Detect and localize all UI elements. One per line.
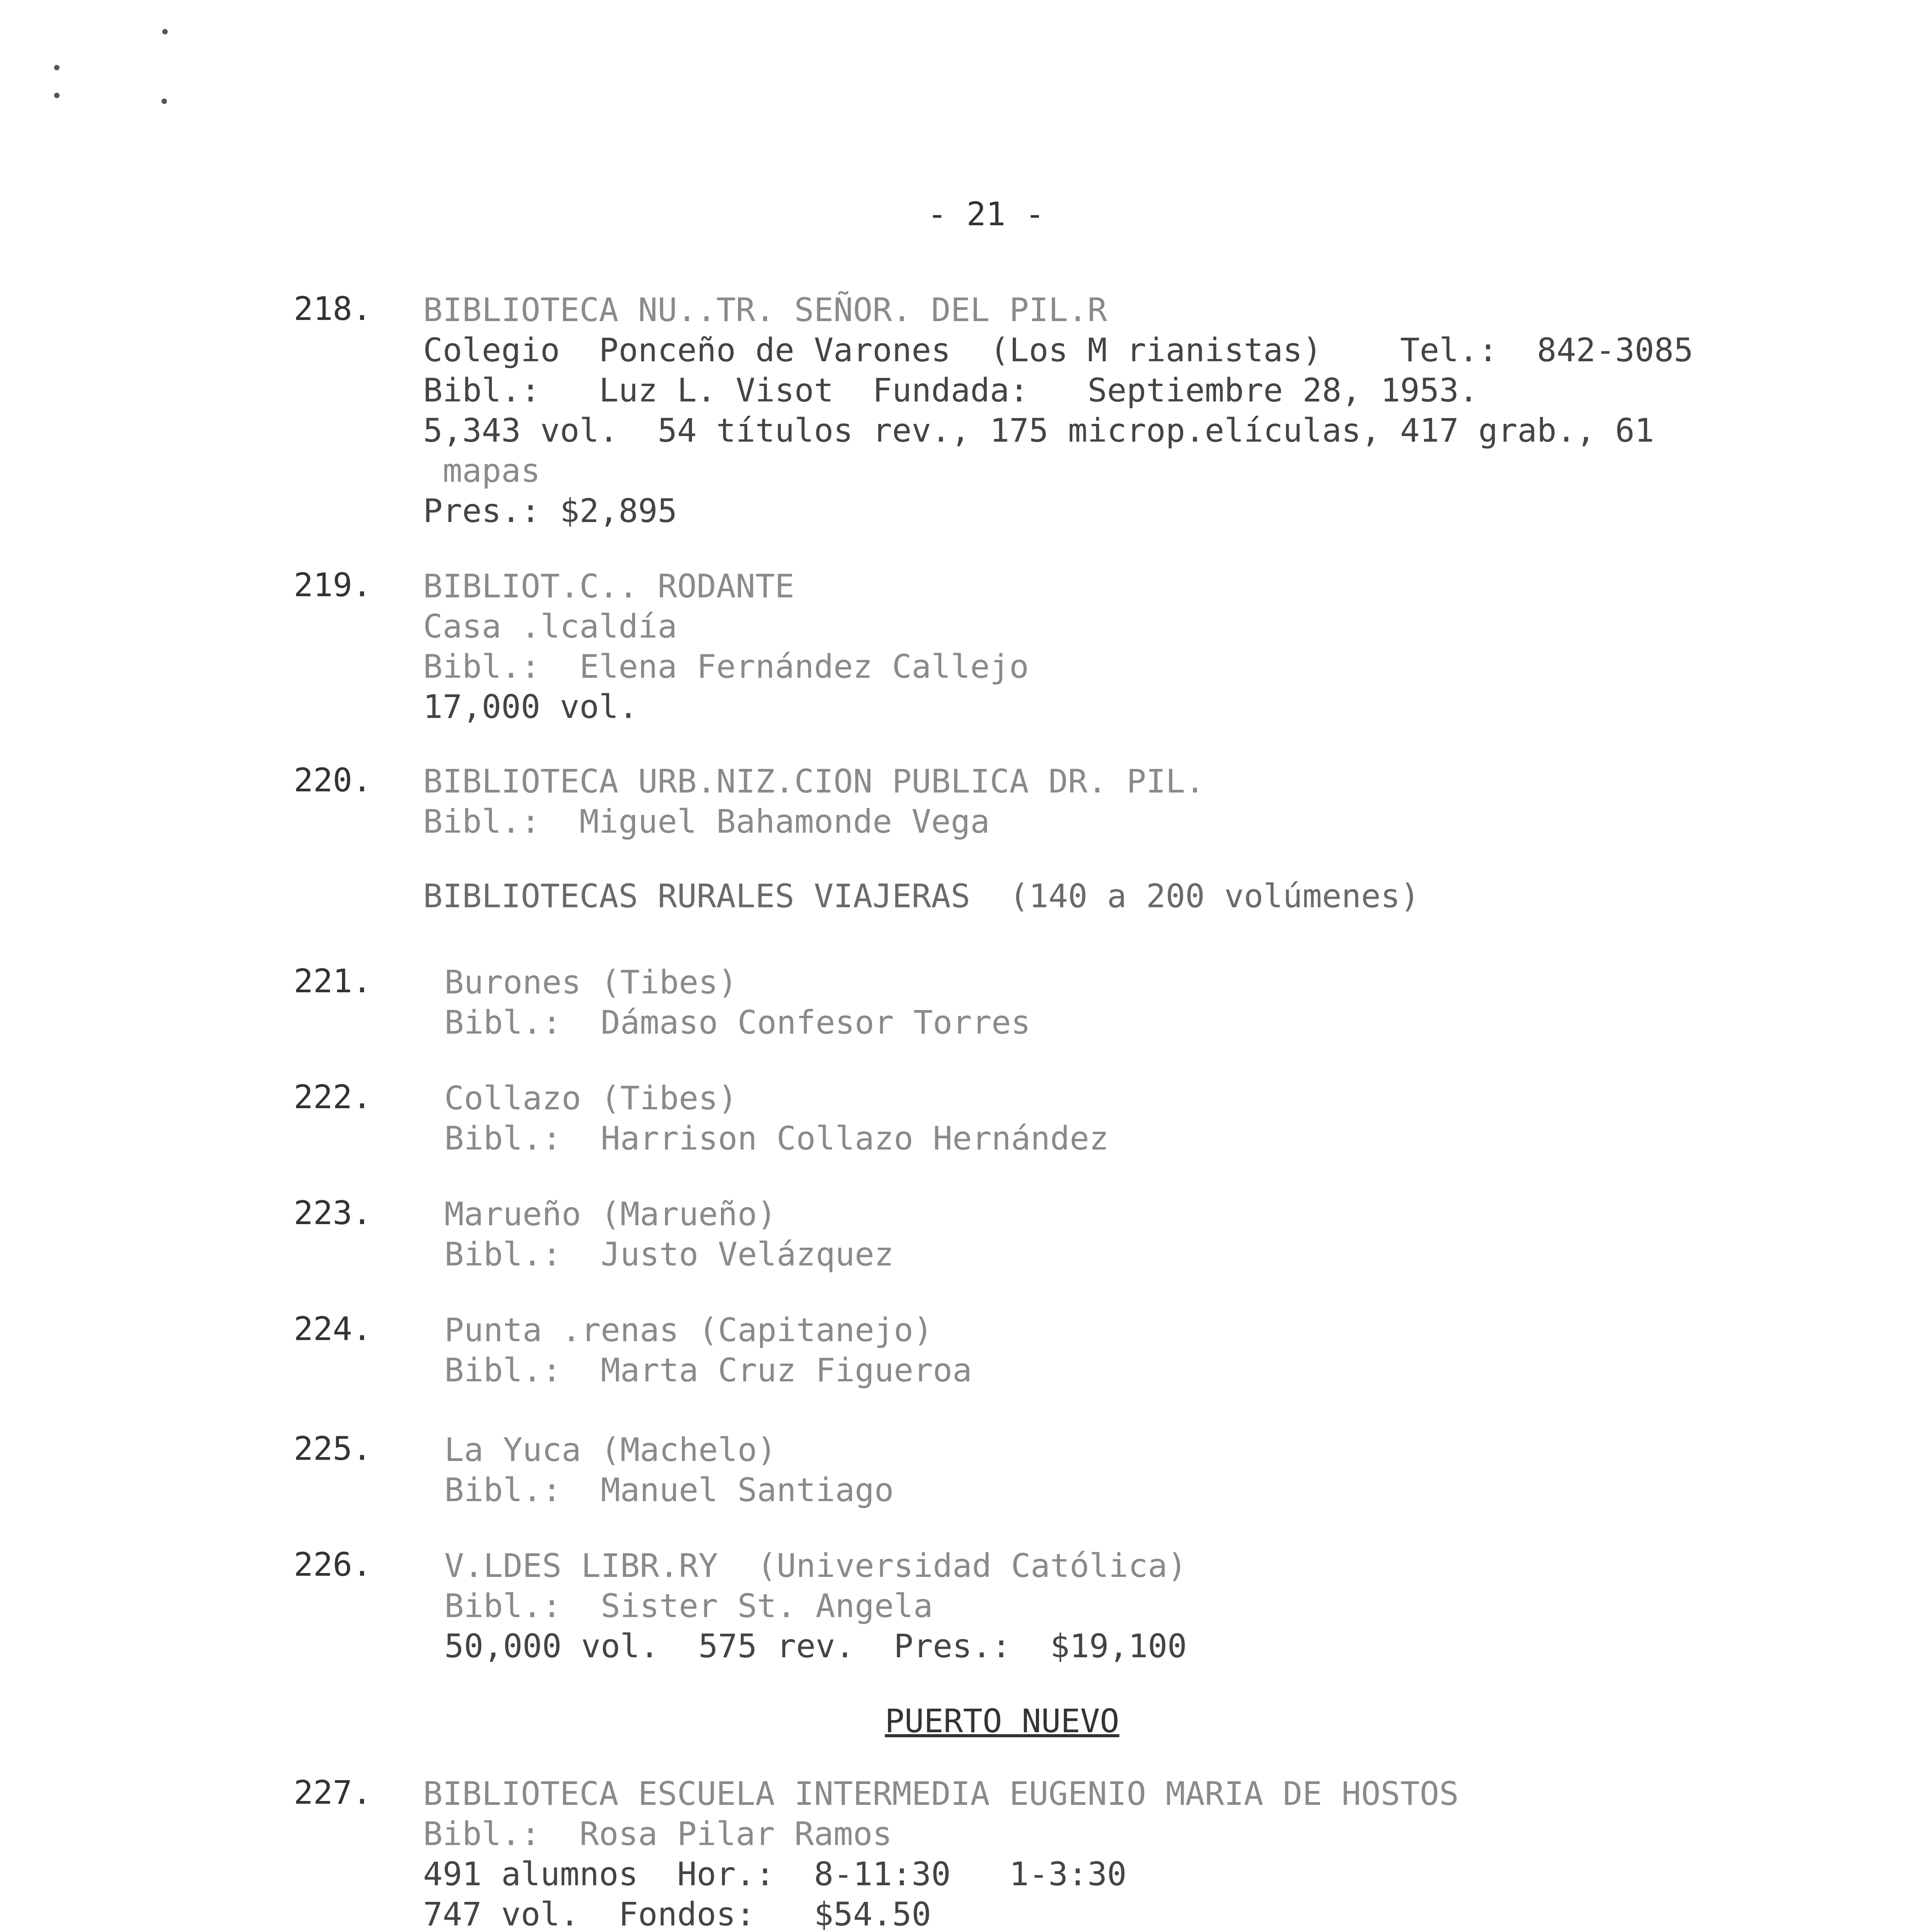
- entry-line: Marueño (Marueño): [444, 1195, 777, 1233]
- entry-line: Bibl.: Justo Velázquez: [444, 1235, 894, 1273]
- library-name: BIBLIOTECA URB.NIZ.CION PUBLICA DR. PIL.: [423, 762, 1205, 800]
- entry-number: 225.: [294, 1430, 372, 1468]
- entry-line: La Yuca (Machelo): [444, 1431, 777, 1469]
- entry-line: Casa .lcaldía: [423, 607, 677, 645]
- entry-number: 223.: [294, 1194, 372, 1232]
- entry-line: Bibl.: Manuel Santiago: [444, 1471, 894, 1509]
- entry-line: Colegio Ponceño de Varones (Los M rianistas) Tel.: 842-3085: [423, 331, 1694, 369]
- entry-body: [444, 1546, 1187, 1666]
- entry-line: 50,000 vol. 575 rev. Pres.: $19,100: [444, 1627, 1187, 1665]
- library-name: BIBLIOT.C.. RODANTE: [423, 567, 794, 605]
- section-heading-puerto-nuevo: PUERTO NUEVO: [885, 1702, 1119, 1740]
- entry-number: 221.: [294, 962, 372, 1000]
- entry-line: Bibl.: Luz L. Visot Fundada: Septiembre 28, 1953.: [423, 371, 1478, 409]
- entry-line: Burones (Tibes): [444, 963, 738, 1001]
- entry-body: [444, 1310, 972, 1390]
- entry-line: Collazo (Tibes): [444, 1079, 738, 1117]
- entry-line: Bibl.: Sister St. Angela: [444, 1587, 933, 1625]
- section-heading-rural-libraries: BIBLIOTECAS RURALES VIAJERAS (140 a 200 volúmenes): [423, 877, 1420, 915]
- entry-line: Punta .renas (Capitanejo): [444, 1311, 933, 1349]
- entry-number: 219.: [294, 566, 372, 604]
- entry-line: Bibl.: Miguel Bahamonde Vega: [423, 803, 990, 840]
- entry-number: 227.: [294, 1774, 372, 1811]
- library-name: BIBLIOTECA ESCUELA INTERMEDIA EUGENIO MARIA DE HOSTOS: [423, 1775, 1459, 1813]
- entry-line: Bibl.: Elena Fernández Callejo: [423, 648, 1029, 685]
- entry-body: [423, 1774, 1459, 1932]
- entry-number: 222.: [294, 1078, 372, 1116]
- entry-number: 218.: [294, 290, 372, 328]
- entry-line: Bibl.: Harrison Collazo Hernández: [444, 1119, 1109, 1157]
- entry-line: 491 alumnos Hor.: 8-11:30 1-3:30: [423, 1855, 1127, 1893]
- entry-line: mapas: [423, 452, 541, 490]
- scan-speck: [162, 99, 167, 104]
- entry-line: Bibl.: Marta Cruz Figueroa: [444, 1351, 972, 1389]
- entry-body: [444, 1430, 894, 1510]
- entry-number: 226.: [294, 1546, 372, 1583]
- entry-body: [444, 1078, 1109, 1158]
- scan-speck: [54, 65, 60, 70]
- entry-line: Pres.: $2,895: [423, 492, 677, 530]
- scan-speck: [162, 29, 168, 34]
- entry-number: 220.: [294, 761, 372, 799]
- entry-line: Bibl.: Dámaso Confesor Torres: [444, 1003, 1031, 1041]
- entry-body: [423, 761, 1205, 842]
- entry-line: 747 vol. Fondos: $54.50: [423, 1895, 931, 1932]
- entry-body: [423, 290, 1693, 531]
- entry-body: [444, 962, 1031, 1043]
- entry-line: Bibl.: Rosa Pilar Ramos: [423, 1815, 892, 1853]
- entry-body: [423, 566, 1029, 727]
- entry-line: 5,343 vol. 54 títulos rev., 175 microp.elículas, 417 grab., 61: [423, 412, 1655, 449]
- entry-number: 224.: [294, 1310, 372, 1348]
- library-name: BIBLIOTECA NU..TR. SEÑOR. DEL PIL.R: [423, 291, 1107, 329]
- page-number: - 21 -: [927, 195, 1045, 233]
- entry-body: [444, 1194, 894, 1274]
- library-name: V.LDES LIBR.RY (Universidad Católica): [444, 1547, 1187, 1585]
- entry-line: 17,000 vol.: [423, 688, 638, 726]
- scan-speck: [54, 93, 60, 98]
